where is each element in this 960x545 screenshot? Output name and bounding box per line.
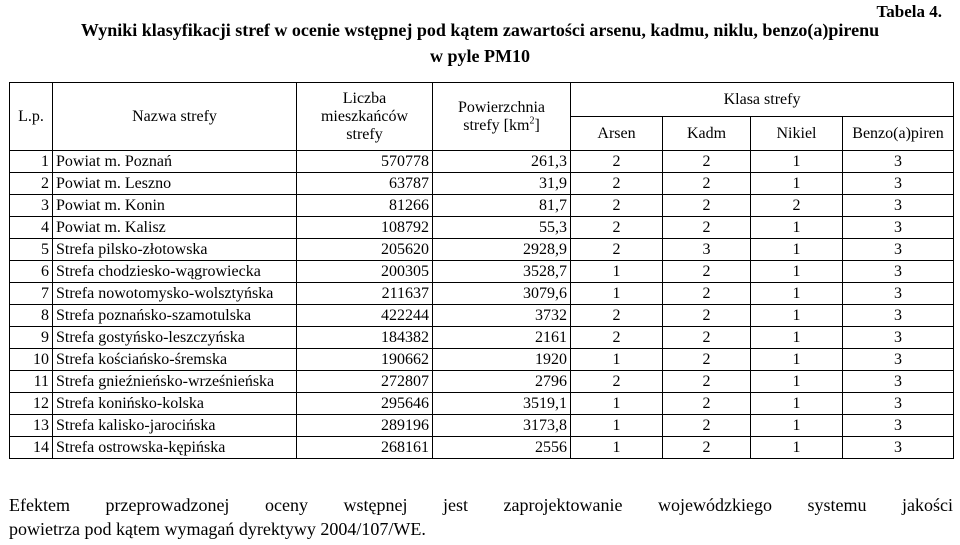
header-zone-name: Nazwa strefy <box>53 83 297 151</box>
table-row <box>10 305 954 327</box>
header-area <box>433 83 571 151</box>
cell-nikiel: 1 <box>751 393 843 415</box>
cell-area: 1920 <box>433 349 571 371</box>
cell-lp: 1 <box>10 151 53 173</box>
cell-lp: 9 <box>10 327 53 349</box>
zone-classification-table <box>9 82 954 459</box>
cell-kadm: 2 <box>663 415 751 437</box>
cell-benzo-a-piren: 3 <box>843 283 954 305</box>
cell-population: 184382 <box>297 327 433 349</box>
cell-area: 81,7 <box>433 195 571 217</box>
cell-zone-name: Strefa ostrowska-kępińska <box>53 437 297 459</box>
cell-arsen: 1 <box>571 415 663 437</box>
cell-nikiel: 1 <box>751 437 843 459</box>
table-row <box>10 371 954 393</box>
cell-zone-name: Strefa gnieźnieńsko-wrześnieńska <box>53 371 297 393</box>
cell-arsen: 2 <box>571 173 663 195</box>
cell-kadm: 2 <box>663 305 751 327</box>
cell-zone-name: Strefa nowotomysko-wolsztyńska <box>53 283 297 305</box>
cell-population: 200305 <box>297 261 433 283</box>
cell-area: 2556 <box>433 437 571 459</box>
cell-kadm: 2 <box>663 195 751 217</box>
cell-zone-name: Strefa chodziesko-wągrowiecka <box>53 261 297 283</box>
table-row <box>10 239 954 261</box>
cell-arsen: 2 <box>571 305 663 327</box>
table-row <box>10 327 954 349</box>
header-population-line3: strefy <box>346 125 383 143</box>
cell-population: 63787 <box>297 173 433 195</box>
cell-zone-name: Strefa kalisko-jarocińska <box>53 415 297 437</box>
cell-lp: 4 <box>10 217 53 239</box>
cell-population: 295646 <box>297 393 433 415</box>
cell-area: 3519,1 <box>433 393 571 415</box>
cell-arsen: 1 <box>571 437 663 459</box>
cell-nikiel: 1 <box>751 415 843 437</box>
header-population-line1: Liczba <box>342 89 387 107</box>
cell-nikiel: 1 <box>751 349 843 371</box>
cell-population: 268161 <box>297 437 433 459</box>
header-area-line1: Powierzchnia <box>457 98 546 116</box>
cell-population: 81266 <box>297 195 433 217</box>
header-area-line2: strefy [km <box>463 116 530 134</box>
cell-zone-name: Strefa konińsko-kolska <box>53 393 297 415</box>
cell-arsen: 2 <box>571 239 663 261</box>
header-area-line2-end: ] <box>534 116 540 134</box>
cell-area: 3173,8 <box>433 415 571 437</box>
cell-nikiel: 1 <box>751 173 843 195</box>
cell-benzo-a-piren: 3 <box>843 261 954 283</box>
cell-kadm: 2 <box>663 283 751 305</box>
cell-lp: 6 <box>10 261 53 283</box>
table-row <box>10 217 954 239</box>
cell-lp: 11 <box>10 371 53 393</box>
cell-population: 211637 <box>297 283 433 305</box>
cell-zone-name: Powiat m. Kalisz <box>53 217 297 239</box>
table-row <box>10 151 954 173</box>
cell-population: 190662 <box>297 349 433 371</box>
footer-line-2: powietrza pod kątem wymagań dyrektywy 2004/107/WE. <box>9 519 426 539</box>
cell-area: 2796 <box>433 371 571 393</box>
cell-arsen: 2 <box>571 195 663 217</box>
table-row <box>10 195 954 217</box>
cell-nikiel: 1 <box>751 283 843 305</box>
table-row <box>10 173 954 195</box>
cell-nikiel: 1 <box>751 327 843 349</box>
cell-arsen: 1 <box>571 283 663 305</box>
cell-benzo-a-piren: 3 <box>843 195 954 217</box>
cell-area: 2928,9 <box>433 239 571 261</box>
cell-kadm: 2 <box>663 327 751 349</box>
table-title-line2: w pyle PM10 <box>430 46 530 66</box>
cell-lp: 2 <box>10 173 53 195</box>
cell-nikiel: 1 <box>751 217 843 239</box>
cell-nikiel: 1 <box>751 261 843 283</box>
header-row-1 <box>10 83 954 117</box>
cell-population: 422244 <box>297 305 433 327</box>
cell-area: 31,9 <box>433 173 571 195</box>
cell-area: 3732 <box>433 305 571 327</box>
header-population <box>297 83 433 151</box>
cell-population: 108792 <box>297 217 433 239</box>
cell-arsen: 2 <box>571 217 663 239</box>
cell-kadm: 2 <box>663 151 751 173</box>
cell-arsen: 1 <box>571 393 663 415</box>
cell-area: 3528,7 <box>433 261 571 283</box>
cell-population: 570778 <box>297 151 433 173</box>
header-nikiel: Nikiel <box>751 117 843 151</box>
table-row <box>10 261 954 283</box>
cell-kadm: 2 <box>663 371 751 393</box>
cell-kadm: 2 <box>663 349 751 371</box>
cell-arsen: 2 <box>571 371 663 393</box>
header-kadm: Kadm <box>663 117 751 151</box>
table-row <box>10 393 954 415</box>
cell-lp: 12 <box>10 393 53 415</box>
cell-area: 55,3 <box>433 217 571 239</box>
header-arsen: Arsen <box>571 117 663 151</box>
table-row <box>10 415 954 437</box>
cell-benzo-a-piren: 3 <box>843 305 954 327</box>
cell-zone-name: Powiat m. Poznań <box>53 151 297 173</box>
cell-kadm: 2 <box>663 173 751 195</box>
cell-nikiel: 1 <box>751 239 843 261</box>
cell-benzo-a-piren: 3 <box>843 173 954 195</box>
header-population-line2: mieszkańców <box>320 107 409 125</box>
cell-arsen: 2 <box>571 327 663 349</box>
cell-kadm: 2 <box>663 217 751 239</box>
cell-zone-name: Strefa poznańsko-szamotulska <box>53 305 297 327</box>
cell-arsen: 1 <box>571 261 663 283</box>
table-row <box>10 437 954 459</box>
cell-benzo-a-piren: 3 <box>843 327 954 349</box>
table-number-label: Tabela 4. <box>876 2 942 21</box>
cell-benzo-a-piren: 3 <box>843 151 954 173</box>
cell-kadm: 2 <box>663 393 751 415</box>
cell-zone-name: Strefa kościańsko-śremska <box>53 349 297 371</box>
cell-benzo-a-piren: 3 <box>843 415 954 437</box>
cell-benzo-a-piren: 3 <box>843 371 954 393</box>
cell-zone-name: Powiat m. Konin <box>53 195 297 217</box>
cell-zone-name: Powiat m. Leszno <box>53 173 297 195</box>
cell-nikiel: 1 <box>751 371 843 393</box>
header-area-superscript: 2 <box>529 115 535 127</box>
cell-population: 205620 <box>297 239 433 261</box>
footer-paragraph <box>9 493 953 541</box>
cell-lp: 14 <box>10 437 53 459</box>
cell-arsen: 1 <box>571 349 663 371</box>
cell-arsen: 2 <box>571 151 663 173</box>
cell-kadm: 2 <box>663 261 751 283</box>
cell-area: 2161 <box>433 327 571 349</box>
header-zone-class-group: Klasa strefy <box>571 83 954 117</box>
cell-benzo-a-piren: 3 <box>843 393 954 415</box>
cell-benzo-a-piren: 3 <box>843 437 954 459</box>
cell-zone-name: Strefa pilsko-złotowska <box>53 239 297 261</box>
header-lp: L.p. <box>10 83 53 151</box>
footer-line-1: Efektem przeprowadzonej oceny wstępnej jest zaprojektowanie wojewódzkiego systemu jakości <box>9 495 953 515</box>
cell-kadm: 3 <box>663 239 751 261</box>
table-row <box>10 349 954 371</box>
cell-nikiel: 2 <box>751 195 843 217</box>
cell-lp: 10 <box>10 349 53 371</box>
cell-nikiel: 1 <box>751 305 843 327</box>
table-row <box>10 283 954 305</box>
table-title: Wyniki klasyfikacji stref w ocenie wstępnej pod kątem zawartości arsenu, kadmu, niklu, benzo(a)pirenu <box>80 20 880 40</box>
cell-benzo-a-piren: 3 <box>843 239 954 261</box>
cell-area: 261,3 <box>433 151 571 173</box>
cell-kadm: 2 <box>663 437 751 459</box>
cell-lp: 5 <box>10 239 53 261</box>
cell-lp: 7 <box>10 283 53 305</box>
header-benzo-a-piren: Benzo(a)piren <box>843 117 954 151</box>
cell-benzo-a-piren: 3 <box>843 349 954 371</box>
cell-population: 272807 <box>297 371 433 393</box>
cell-area: 3079,6 <box>433 283 571 305</box>
cell-lp: 8 <box>10 305 53 327</box>
cell-lp: 3 <box>10 195 53 217</box>
cell-benzo-a-piren: 3 <box>843 217 954 239</box>
cell-zone-name: Strefa gostyńsko-leszczyńska <box>53 327 297 349</box>
cell-nikiel: 1 <box>751 151 843 173</box>
cell-lp: 13 <box>10 415 53 437</box>
cell-population: 289196 <box>297 415 433 437</box>
